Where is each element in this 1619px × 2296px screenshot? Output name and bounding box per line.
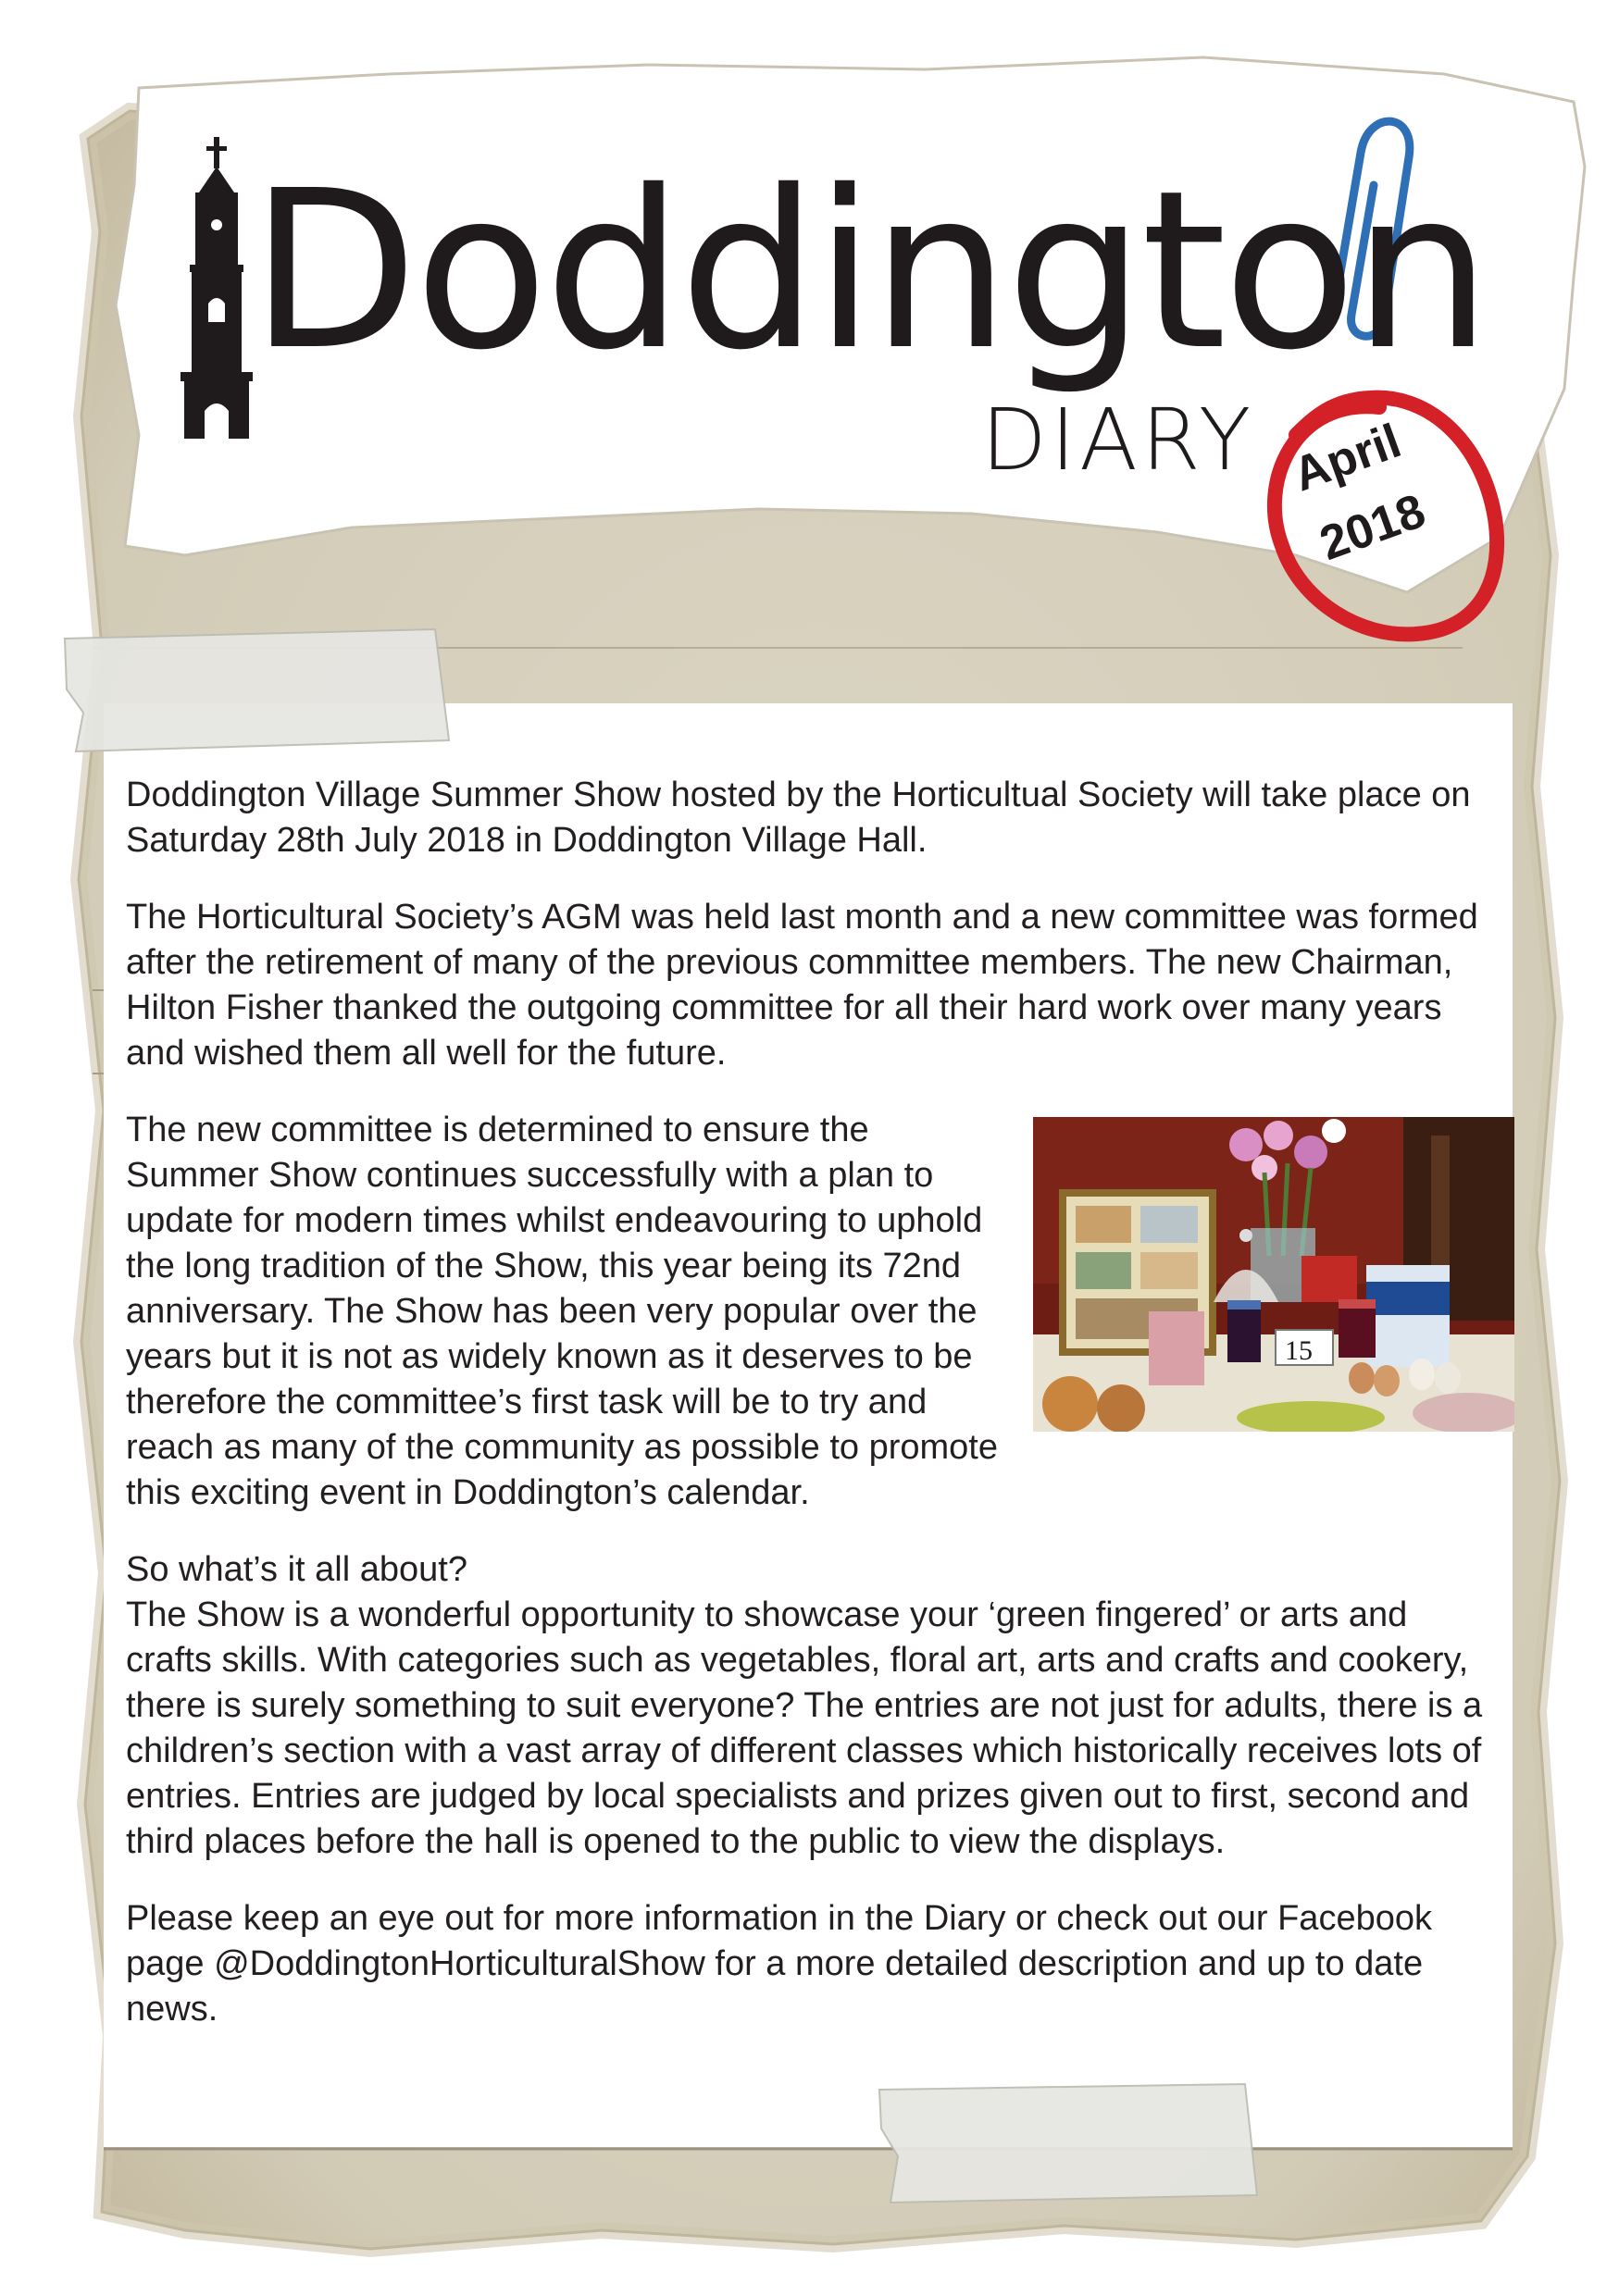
- show-display-photo: [1033, 1117, 1514, 1432]
- article-paragraph-about: The Show is a wonderful opportunity to showcase your ‘green fingered’ or arts and crafts skills. With categories such as vegetables, floral art, arts and crafts and cookery, there is surely something to suit everyone? The entries are not just for adults, there is a children’s section with a vast array of different classes which historically receives lots of entries. Entries are judged by local specialists and prizes given out to first, second and third places before the hall is opened to the public to view the displays.: [126, 1595, 1483, 1861]
- article-subheading: So what’s it all about?: [126, 1550, 467, 1589]
- article-paragraph-facebook: Please keep an eye out for more information in the Diary or check out our Facebook page @DoddingtonHorticulturalShow for a more detailed description and up to date news.: [126, 1899, 1432, 2029]
- issue-year: 2018: [1313, 483, 1433, 572]
- article-paragraph-agm: The Horticultural Society’s AGM was held last month and a new committee was formed after the retirement of many of the previous committee members. The new Chairman, Hilton Fisher thanked the outgoing committee for all their hard work over many years and wished them all well for the future.: [126, 898, 1478, 1073]
- article-paragraph-committee: The new committee is determined to ensure the Summer Show continues successfully with a plan to update for modern times whilst endeavouring to uphold the long tradition of the Show, this year being its 72nd anniversary. The Show has been very popular over the years but it is not as widely known as it deserves to be therefore the committee’s first task will be to try and reach as many of the community as possible to promote this exciting event in Doddington’s calendar.: [126, 1111, 999, 1512]
- masthead-subtitle: DIARY: [981, 391, 1255, 490]
- tape-bottom: [879, 2084, 1257, 2203]
- article-body: [126, 773, 1496, 2064]
- card-number: 15: [1285, 1335, 1313, 1366]
- tape-top: [65, 629, 449, 751]
- article-paragraph-intro: Doddington Village Summer Show hosted by the Horticultual Society will take place on Saturday 28th July 2018 in Doddington Village Hall.: [126, 776, 1471, 860]
- issue-month: April: [1286, 414, 1408, 503]
- masthead-title: Doddington: [250, 143, 1488, 398]
